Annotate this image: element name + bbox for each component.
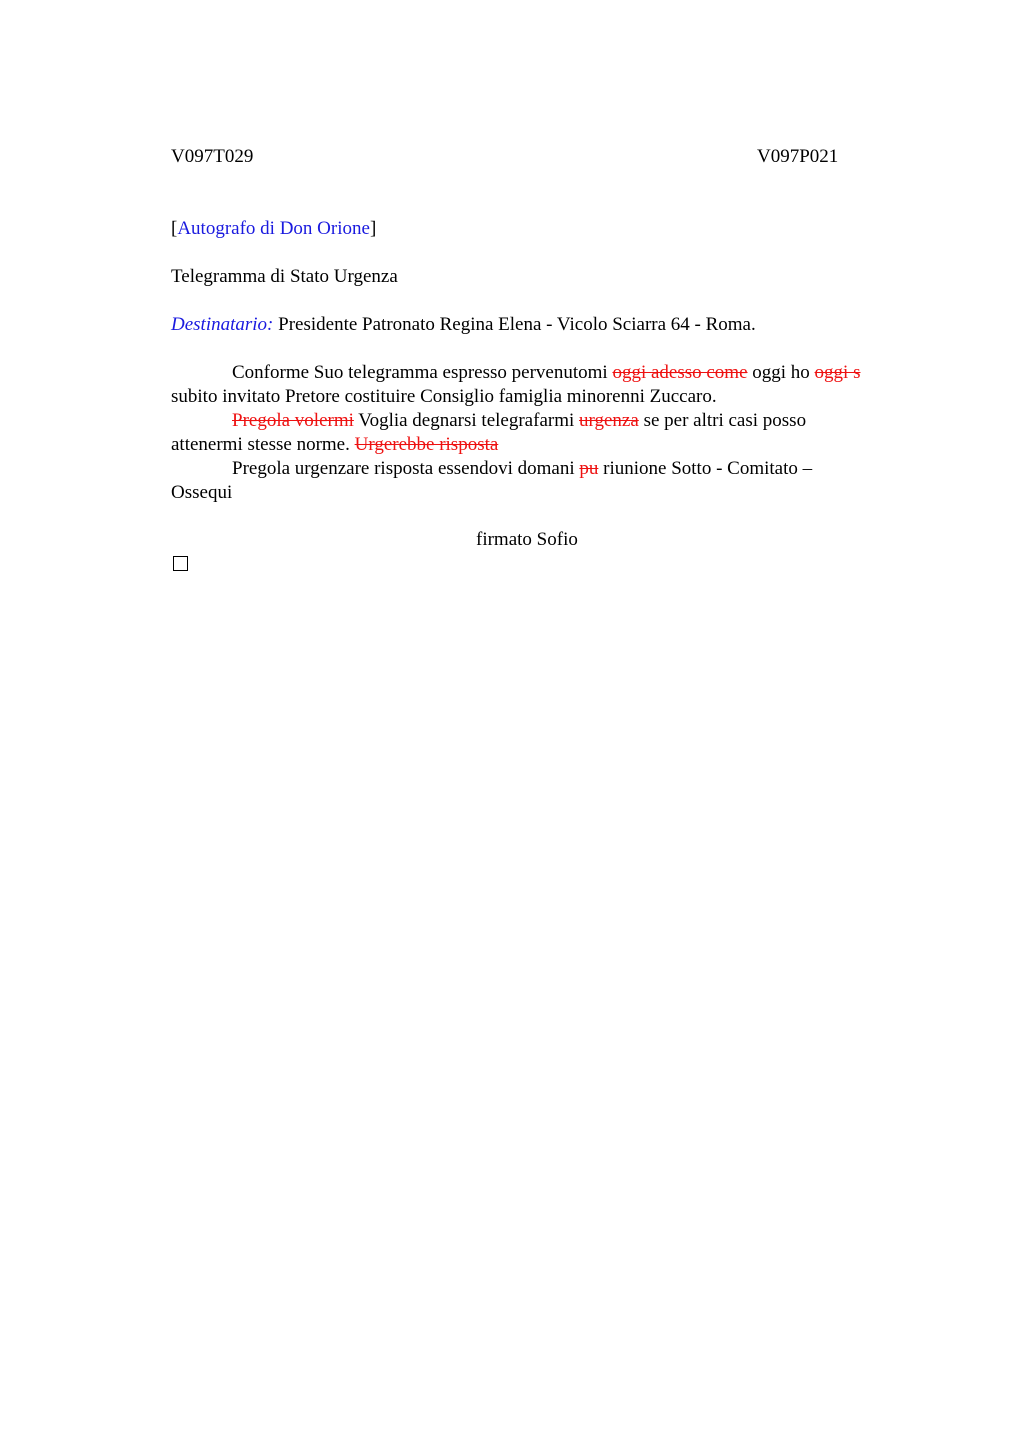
open-bracket: [ <box>171 218 178 239</box>
paragraph-3 <box>171 457 863 505</box>
autograph-label: Autografo di Don Orione <box>177 218 370 239</box>
empty-square-icon <box>173 556 188 571</box>
signature: firmato Sofio <box>476 529 578 550</box>
paragraph-text: subito invitato Pretore costituire Consiglio famiglia minorenni Zuccaro. <box>171 386 717 407</box>
deleted-text: urgenza <box>579 410 639 431</box>
paragraph-text: Voglia degnarsi telegrafarmi <box>353 410 580 431</box>
paragraph-text: oggi ho <box>747 362 815 383</box>
autograph-note <box>171 217 863 241</box>
paragraph-text: riunione Sotto - Comitato – Ossequi <box>171 458 813 503</box>
paragraph-text: se per altri casi posso attenermi stesse norme. <box>171 410 807 455</box>
paragraph-text: Pregola urgenzare risposta essendovi domani <box>232 458 580 479</box>
deleted-text: oggi s <box>814 362 861 383</box>
paragraph-1 <box>171 361 863 409</box>
deleted-text: oggi adesso come <box>612 362 748 383</box>
recipient-label: Destinatario: <box>171 314 274 335</box>
paragraph-2 <box>171 409 863 457</box>
text-reference-code: V097T029 <box>171 146 254 167</box>
close-bracket: ] <box>369 218 377 239</box>
deleted-text: pu <box>579 458 599 479</box>
recipient-line <box>171 313 863 337</box>
paragraph-text: Conforme Suo telegramma espresso pervenutomi <box>232 362 613 383</box>
document-page <box>171 145 863 571</box>
deleted-text: Urgerebbe risposta <box>354 434 499 455</box>
recipient-value: Presidente Patronato Regina Elena - Vicolo Sciarra 64 - Roma. <box>273 314 756 335</box>
deleted-text: Pregola volermi <box>232 410 354 431</box>
document-type: Telegramma di Stato Urgenza <box>171 266 398 287</box>
reference-header <box>171 145 863 169</box>
page-reference-code: V097P021 <box>757 146 839 167</box>
